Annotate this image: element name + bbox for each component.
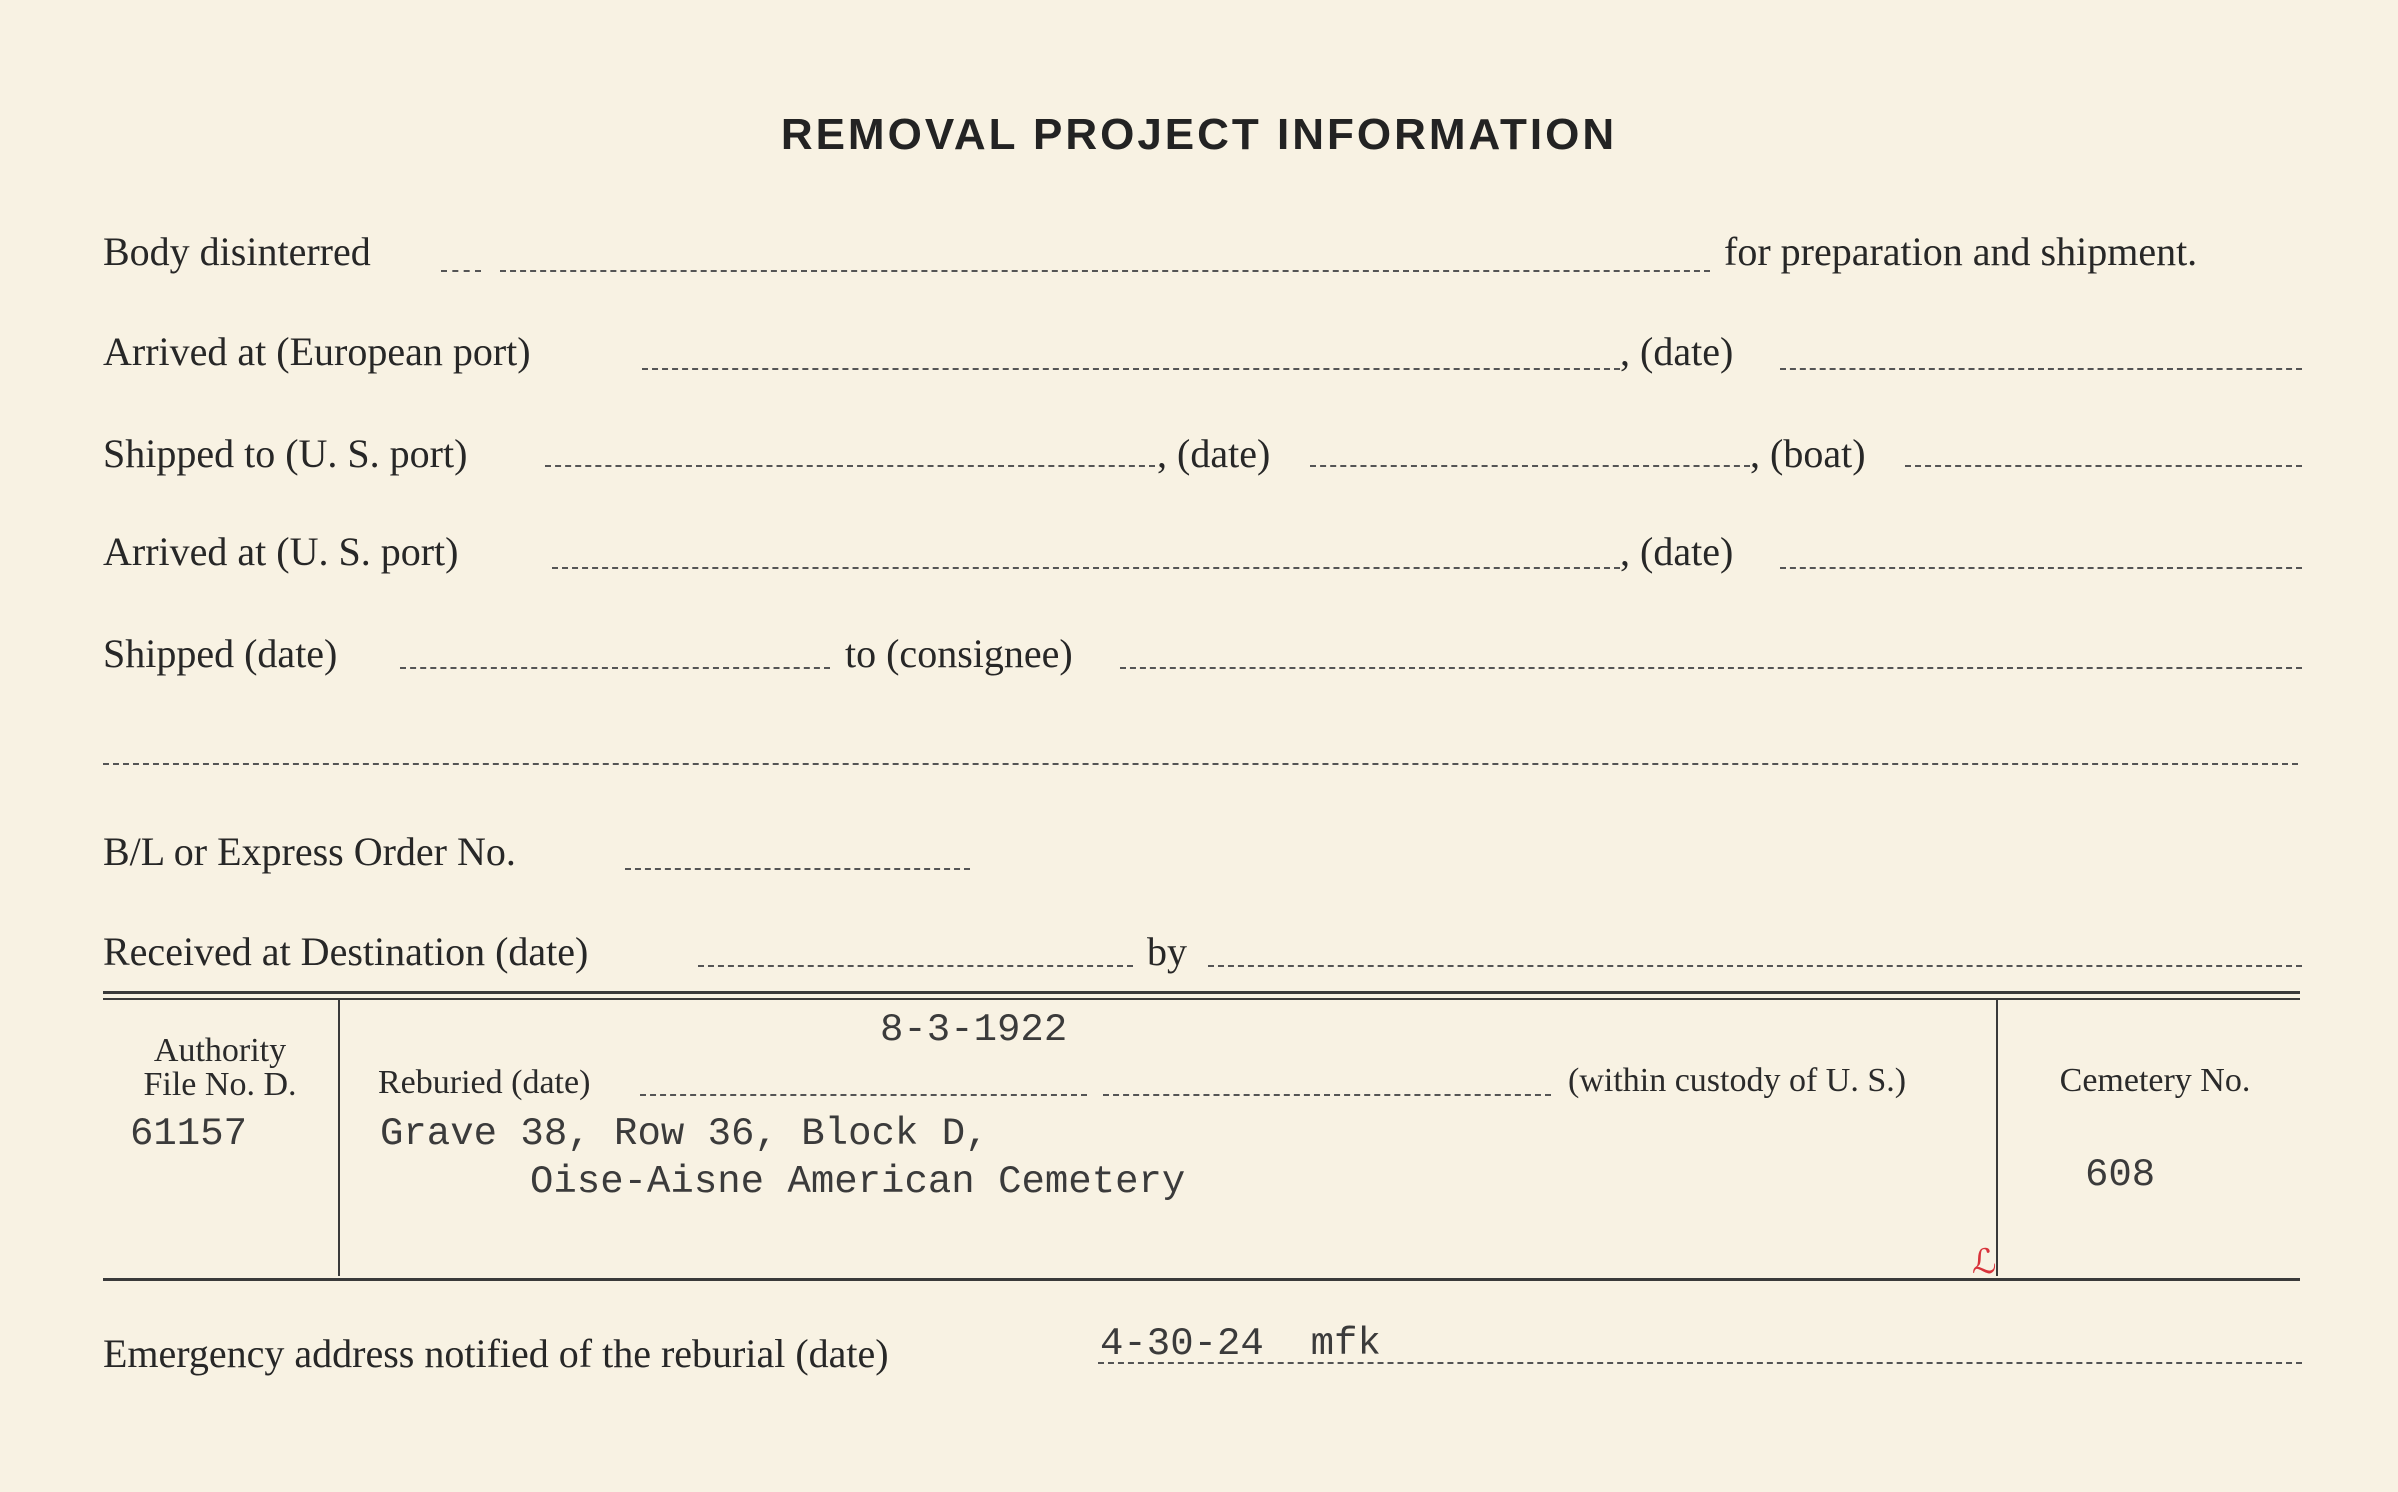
red-check-mark: ℒ: [1972, 1242, 1997, 1282]
field-consignee[interactable]: [1120, 667, 2302, 669]
label-date-2: , (date): [1157, 431, 1271, 476]
field-date-2[interactable]: [1310, 465, 1750, 467]
label-boat: , (boat): [1750, 431, 1866, 476]
grave-location-line2: Oise-Aisne American Cemetery: [530, 1160, 1186, 1204]
file-number: 61157: [130, 1112, 248, 1156]
box-divider-left: [338, 1000, 340, 1276]
field-european-port[interactable]: [642, 368, 1620, 370]
field-consignee-continuation[interactable]: [103, 763, 2298, 765]
label-received-at-destination: Received at Destination (date): [103, 929, 589, 974]
field-body-disinterred[interactable]: [500, 270, 1710, 272]
label-reburied-date: Reburied (date): [378, 1064, 591, 1101]
field-body-disinterred-a[interactable]: [441, 270, 481, 272]
field-bl-express-order[interactable]: [625, 868, 970, 870]
field-reburied-date-b[interactable]: [1103, 1094, 1551, 1096]
field-received-by[interactable]: [1208, 965, 2302, 967]
field-received-date[interactable]: [698, 965, 1133, 967]
box-bottom-rule: [103, 1278, 2300, 1281]
label-authority: Authority: [153, 1032, 287, 1069]
label-cemetery-no: Cemetery No.: [2059, 1062, 2251, 1099]
label-arrived-us-port: Arrived at (U. S. port): [103, 529, 459, 574]
box-top-rule-2: [103, 998, 2300, 1000]
field-arrived-us-port[interactable]: [552, 567, 1620, 569]
grave-location-line1: Grave 38, Row 36, Block D,: [380, 1112, 989, 1156]
label-to-consignee: to (consignee): [845, 631, 1073, 676]
label-date-1: , (date): [1620, 329, 1734, 374]
cemetery-number: 608: [2085, 1153, 2156, 1197]
label-file-no: File No. D.: [143, 1066, 297, 1103]
field-emergency-date[interactable]: [1098, 1362, 2302, 1364]
label-shipped-to-us-port: Shipped to (U. S. port): [103, 431, 468, 476]
label-emergency-address: Emergency address notified of the reburial (date): [103, 1331, 889, 1376]
field-date-1[interactable]: [1780, 368, 2302, 370]
field-reburied-date[interactable]: [640, 1094, 1087, 1096]
field-us-port[interactable]: [545, 465, 1155, 467]
label-arrived-european-port: Arrived at (European port): [103, 329, 531, 374]
emergency-notified-value: 4-30-24 mfk: [1100, 1322, 1381, 1366]
box-divider-right: [1996, 1000, 1998, 1276]
label-date-3: , (date): [1620, 529, 1734, 574]
page-title: REMOVAL PROJECT INFORMATION: [780, 110, 1618, 159]
label-shipped-date: Shipped (date): [103, 631, 338, 676]
label-for-preparation: for preparation and shipment.: [1724, 229, 2198, 274]
field-shipped-date[interactable]: [400, 667, 830, 669]
field-date-3[interactable]: [1780, 567, 2302, 569]
reburied-date-value: 8-3-1922: [880, 1008, 1068, 1052]
label-by: by: [1147, 929, 1187, 974]
box-top-rule-1: [103, 991, 2300, 994]
field-boat[interactable]: [1905, 465, 2302, 467]
label-within-custody: (within custody of U. S.): [1568, 1062, 1907, 1099]
label-bl-express-order: B/L or Express Order No.: [103, 829, 516, 874]
label-body-disinterred: Body disinterred: [103, 229, 371, 274]
